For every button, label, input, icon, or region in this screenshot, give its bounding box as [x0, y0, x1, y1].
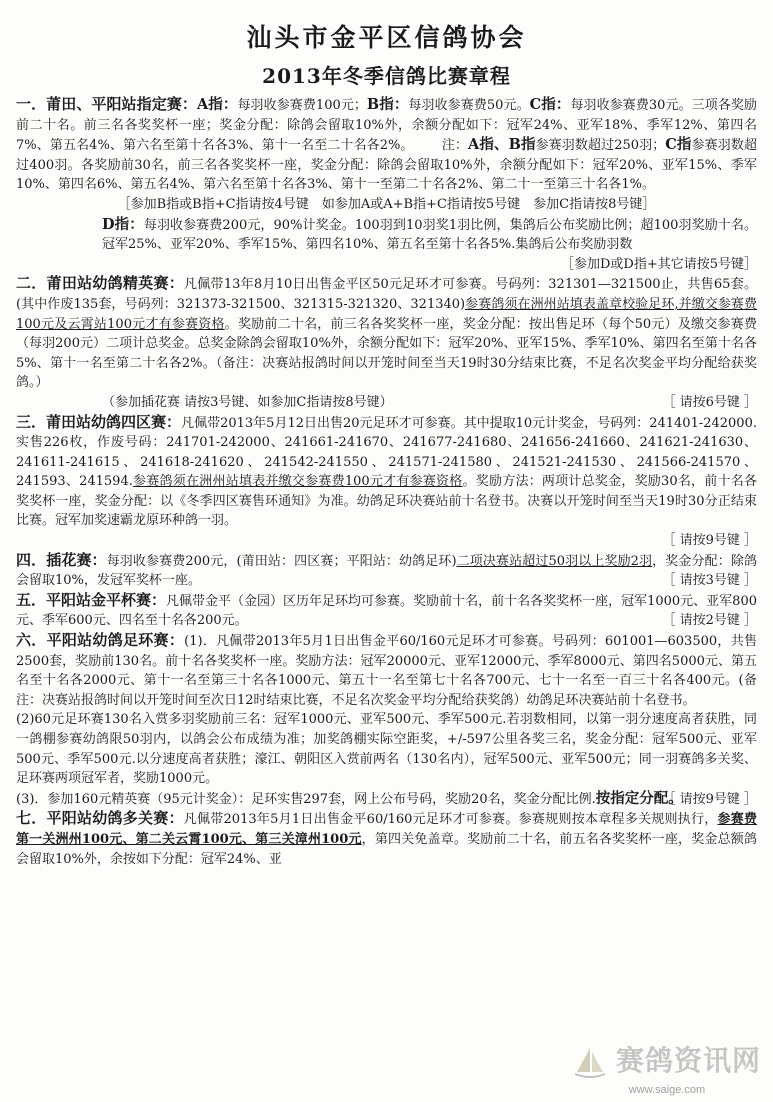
section-3-text1: 凡佩带2013年5月12日出售20元足环才可参赛。其中提取10元计奖金，号码列：241401-242000.实售226枚，作废号码：241701-242000、241661-241670、241677-241680、241656-241660、241621-241630、241611-241615、241618-241620、241542-241550、241571-241580、241521-241530、241566-241570、241593、241594.: [16, 415, 757, 490]
section-6-heading: 六．平阳站幼鸽足环赛：: [16, 631, 185, 650]
d-text: 每羽收参赛费200元，90%计奖金。100羽到10羽奖1羽比例，集鸽后公布奖励比例；超100羽奖励十名。冠军25%、亚军20%、季军15%、第四名10%、第五名至第十名各5%.集鸽后公布奖励羽数: [102, 217, 757, 253]
section-1-d-key: ［参加D或D指+其它请按5号键］: [560, 256, 757, 272]
c2-text: 参赛羽数超过400羽。各奖励前30名，前三名各奖奖杯一座，奖金分配：除鸽会留取10%外，余额分配如下：冠军20%、亚军15%、季军10%、第四名6%、第五名4%、第六名至第十名各3%、第十一至第二十名各2%、第二十一至第三十名各1%。: [16, 138, 757, 193]
c-text: 每羽收参赛费30元。三项各奖励前二十名。前三名各奖奖杯一座；奖金分配：除鸽会留取10%外，余额分配如下：冠军24%、亚军18%、季军12%、第四名7%、第五名4%、第六名至第十名各3%、第十一名至二十名各2%。: [16, 98, 757, 154]
section-3-key-right: ［ 请按9号键 ］: [662, 533, 757, 549]
section-5-text1: 凡佩带金平（金园）区历年足环均可参赛。奖励前十名，前十名各奖奖杯一座，冠军1000元、亚军800元、季军600元、四名至十名各200元。: [16, 593, 757, 629]
section-3-underline: 参赛鸽须在洲州站填表并缴交参赛费100元才有参赛资格: [132, 474, 463, 490]
watermark: [573, 1039, 761, 1097]
ab-text: 参赛羽数超过250羽；: [535, 138, 666, 154]
section-4-key-right: ［ 请按3号键 ］: [662, 573, 757, 589]
section-2-keys: （参加插花赛 请按3号键、如参加C指请按8号键）: [102, 394, 393, 410]
section-4-underline: 二项决赛站超过50羽以上奖励2羽: [456, 553, 653, 569]
section-5-key-right: ［ 请按2号键 ］: [662, 613, 757, 629]
section-2: [16, 274, 757, 393]
doc-title: 2013年冬季信鸽比赛章程: [262, 64, 511, 88]
org-title: 汕头市金平区信鸽协会: [246, 23, 527, 52]
section-2-text2: 。奖励前二十名，前三名各奖奖杯一座，奖金分配：按出售足环（每个50元）及缴交参赛费（每羽200元）二项计总奖金。总奖金除鸽会留取10%外，余额分配如下：冠军20%、亚军15%、季军10%、第四名至第十名各5%、第十一名至第二十名各2%。（备注：决赛站报鸽时间以开笼时间至当天19时30分结束比赛，不足名次奖金平均分配给获奖鸽。）: [16, 316, 757, 391]
c-label: C指：: [529, 96, 571, 113]
section-3-text2: 。奖励方法：两项计总奖金，奖励30名，前十名各奖奖杯一座，奖金分配：以《冬季四区赛售环通知》为准。幼鸽足环决赛站前十名登书。决赛以开笼时间至当天19时30分正结束比赛。冠军加奖速霸龙原环种鸽一羽。: [16, 474, 757, 529]
section-2-text1: 凡佩带13年8月10日出售金平区50元足环才可参赛。号码列：321301—321500止，共售65套。(其中作废135套，号码列：321373-321500、321315-321320、321340): [16, 277, 757, 312]
section-3-heading: 三．莆田站幼鸽四区赛：: [16, 412, 182, 431]
section-1-d: [16, 215, 757, 255]
section-2-key-right: ［ 请按6号键 ］: [662, 394, 757, 410]
section-1-heading: 一．莆田、平阳站指定赛：: [16, 95, 197, 113]
b-text: 每羽收参赛费50元。: [408, 98, 530, 113]
section-7-text2: ，第四关免盖章。奖励前二十名，前五名各奖奖杯一座，奖金总额鸽会留取10%外，余按如下分配：冠军24%、亚: [16, 831, 757, 867]
section-6-p2: (2)60元足环赛130名入赏多羽奖励前三名：冠军1000元、亚军500元、季军500元.若羽数相同，以第一羽分速度高者获胜，同一鸽棚参赛幼鸽限50羽内，以鸽会公布成绩为准；加奖鸽棚实际空距奖，+/-597公里各奖三名，奖金分配：冠军500元、亚军500元、季军500元.以分速度高者获胜；濠江、朝阳区入赏前两名（130名内），冠军500元、亚军500元；同一羽赛鸽多关奖、足环赛两项冠军者，奖励1000元。: [16, 712, 757, 787]
section-6-p3: [16, 789, 757, 810]
note-lead: 注：: [441, 138, 469, 154]
b-label: B指：: [366, 96, 409, 113]
sailboat-logo-icon: [573, 1046, 607, 1084]
section-7: [16, 809, 757, 869]
section-4-text2: ，奖金分配：除鸽会留取10%，发冠军奖杯一座。: [16, 553, 757, 589]
a-label: A指：: [196, 96, 238, 113]
a-text: 每羽收参赛费100元；: [237, 98, 367, 113]
section-7-underline: 参赛费第一关洲州100元、第二关云霄100元、第三关漳州100元: [16, 812, 757, 847]
section-2-underline: 参赛鸽须在洲州站填表盖章校验足环,并缴交参赛费100元及云霄站100元才有参赛资格: [16, 296, 758, 332]
section-6-text1: (1)．凡佩带2013年5月1日出售金平60/160元足环才可参赛。号码列：601001—603500，共售2500套，奖励前130名。前十名各奖奖杯一座。奖励方法：冠军20000元、亚军12000元、季军8000元、第四名5000元、第五名至十名各2000元、第十一名至第三十名各1000元、第五十一名至第七十名各700元、七十一名至一百三十名各400元。(备注：决赛站报鸽时间以开笼时间至次日12时结束比赛，不足名次奖金平均分配给获奖鸽）幼鸽足环决赛站前十名登书。: [16, 634, 757, 708]
section-2-heading: 二．莆田站幼鸽精英赛：: [16, 274, 185, 293]
c2-label: C指: [665, 136, 692, 154]
rules-body: [16, 95, 757, 869]
section-5-heading: 五．平阳站金平杯赛：: [16, 590, 167, 609]
watermark-url: www.saige.com: [628, 1084, 706, 1096]
section-6: [16, 631, 757, 710]
section-4-heading: 四．插花赛：: [16, 550, 107, 569]
section-1: [16, 95, 757, 195]
section-1-keys: ［参加B指或B指+C指请按4号键 如参加A或A+B指+C指请按5号键 参加C指请按8号键］: [117, 196, 656, 212]
watermark-logo: 赛鸽资讯网: [615, 1043, 761, 1077]
section-7-heading: 七．平阳站幼鸽多关赛：: [16, 809, 184, 828]
ab-label: A指、B指: [468, 136, 536, 154]
section-6-key-right: ［ 请按9号键 ］: [662, 791, 757, 807]
section-4-text1: 每羽收参赛费200元，(莆田站：四区赛；平阳站：幼鸽足环): [106, 553, 457, 569]
section-2-keys-row: [16, 393, 757, 413]
section-6-p3-bold: 按指定分配。: [595, 789, 683, 807]
d-label: D指：: [102, 215, 144, 233]
section-7-text1: 凡佩带2013年5月1日出售金平60/160元足环才可参赛。参赛规则按本章程多关规则执行，: [183, 812, 718, 828]
section-6-p3-text: (3)．参加160元精英赛（95元计奖金）：足环实售297套，网上公布号码，奖励20名，奖金分配比例.: [16, 791, 596, 807]
section-3: [16, 413, 757, 532]
